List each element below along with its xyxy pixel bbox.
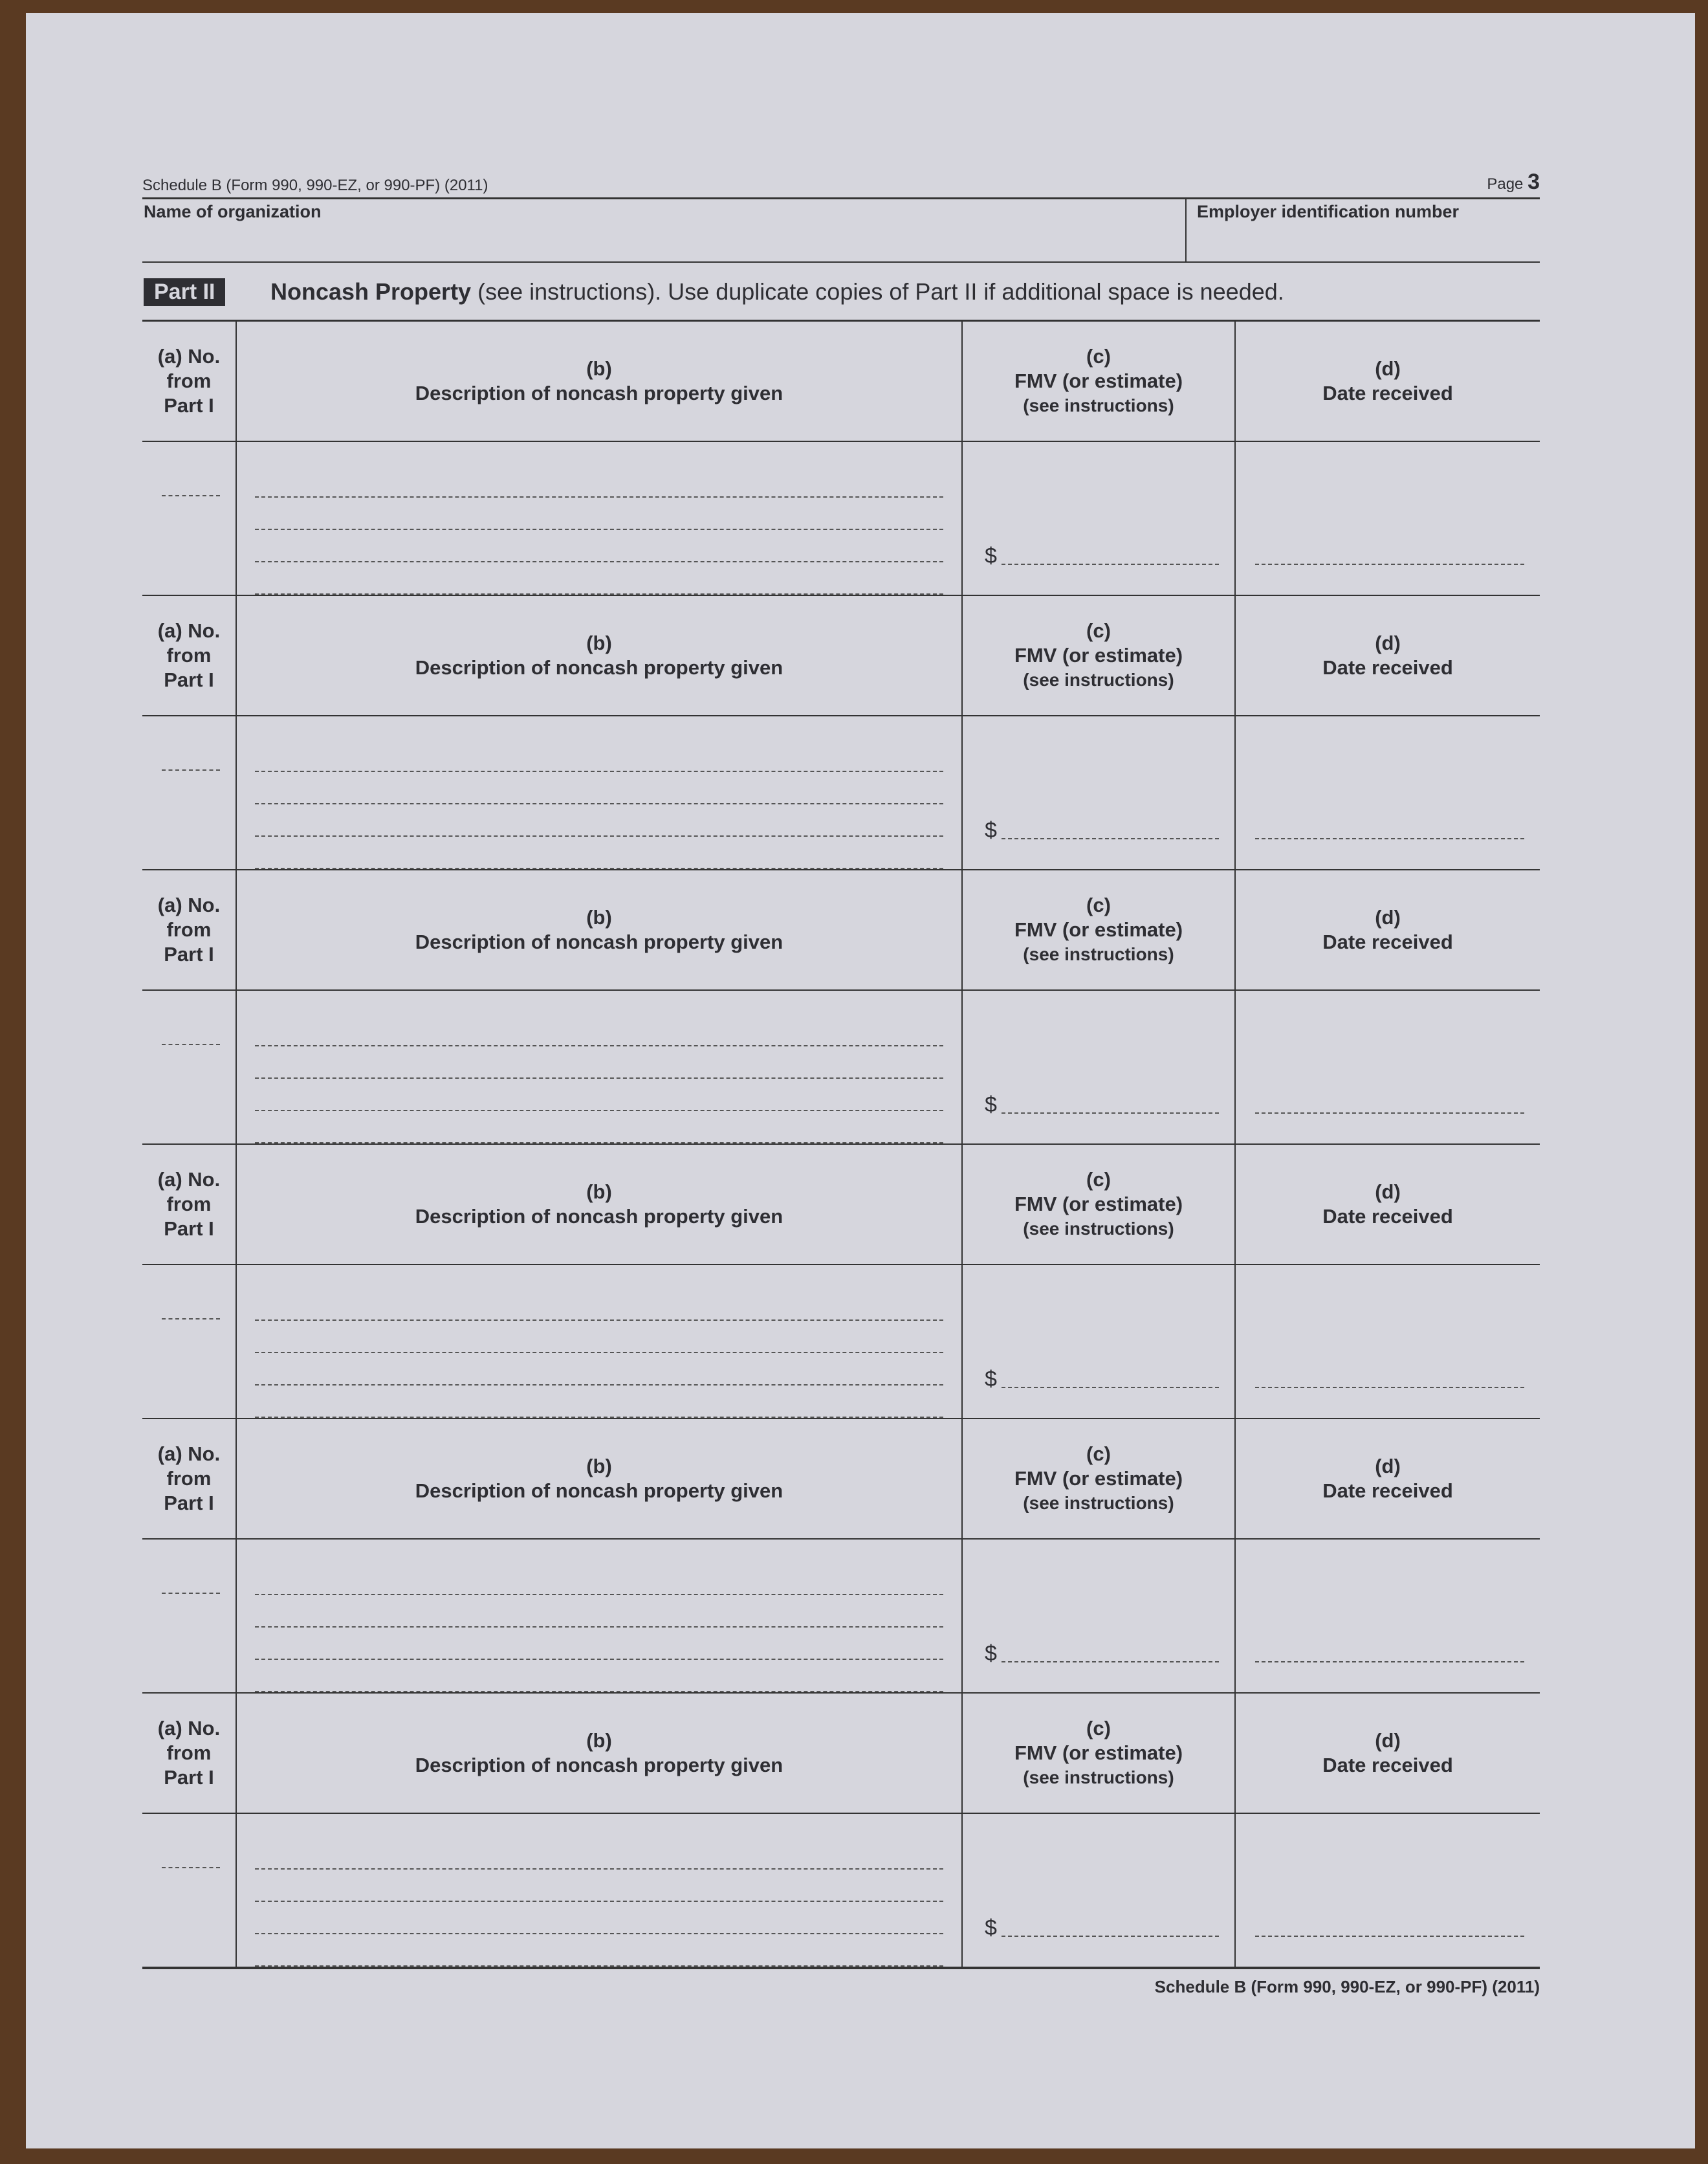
date-cell [1236,1814,1540,1967]
dollar-sign: $ [985,1092,997,1117]
col-c-header-line: (c) [1086,1442,1111,1465]
dollar-sign: $ [985,818,997,843]
description-lines [255,465,943,595]
fmv-field[interactable] [1002,1112,1219,1114]
entry-row [142,1265,1540,1418]
col-d-header-line: Date received [1322,382,1453,404]
entry-row [142,442,1540,595]
col-c-header-line: FMV (or estimate) [1014,1741,1183,1764]
col-d-header-line: (d) [1375,357,1401,380]
part-title-row [142,263,1540,322]
col-c-header-line: (c) [1086,619,1111,642]
col-d-header-line: (d) [1375,1180,1401,1203]
col-b-header [237,1145,963,1264]
col-a-header [142,322,237,441]
col-a-header-line: from [166,1741,212,1764]
part-i-number-field[interactable] [162,1867,220,1868]
col-c-header-line: (see instructions) [1023,1219,1174,1239]
col-a-header [142,870,237,989]
col-c-header-line: (c) [1086,1717,1111,1739]
description-line-field[interactable] [255,1595,943,1628]
org-name-label: Name of organization [144,202,322,221]
schedule-b-form [142,165,1540,1997]
description-lines [255,1288,943,1418]
form-header [142,165,1540,197]
description-line-field[interactable] [255,1321,943,1353]
entry-row [142,716,1540,869]
description-line-field[interactable] [255,562,943,595]
col-a-header-line: (a) No. [157,345,221,368]
entry-row [142,1814,1540,1967]
col-b-header-line: Description of noncash property given [415,931,783,953]
col-c-header-line: FMV (or estimate) [1014,644,1183,667]
description-lines [255,1014,943,1143]
description-line-field[interactable] [255,804,943,837]
fmv-field[interactable] [1002,1936,1219,1937]
date-cell [1236,442,1540,595]
col-b-header-line: (b) [586,357,612,380]
description-line-field[interactable] [255,530,943,562]
property-group [142,870,1540,1145]
col-a-header-line: (a) No. [157,1717,221,1739]
col-b-header-line: Description of noncash property given [415,1205,783,1228]
col-c-header-line: (see instructions) [1023,1767,1174,1787]
part-title-bold: Noncash Property [270,278,472,305]
col-b-header-line: (b) [586,906,612,929]
column-header-row [142,322,1540,442]
col-c-header-line: (see instructions) [1023,395,1174,415]
ein-label: Employer identification number [1197,202,1460,221]
fmv-field[interactable] [1002,564,1219,565]
col-c-header [963,1145,1236,1264]
property-group [142,1145,1540,1419]
description-line-field[interactable] [255,1046,943,1079]
property-group [142,596,1540,870]
part-i-number-cell [142,1265,237,1418]
part-i-number-cell [142,1814,237,1967]
col-b-header [237,322,963,441]
col-d-header [1236,1145,1540,1264]
part-i-number-cell [142,991,237,1143]
col-a-header-line: Part I [164,943,214,966]
dollar-sign: $ [985,544,997,568]
part-badge: Part II [144,278,225,306]
description-line-field[interactable] [255,1353,943,1386]
col-a-header-line: (a) No. [157,1168,221,1191]
col-b-header [237,1419,963,1538]
fmv-cell [963,991,1236,1143]
property-group [142,322,1540,596]
col-a-header-line: Part I [164,394,214,417]
col-b-header-line: (b) [586,1729,612,1752]
col-b-header-line: Description of noncash property given [415,656,783,679]
description-cell [237,1540,963,1692]
col-d-header [1236,322,1540,441]
part-title-rest: (see instructions). Use duplicate copies of Part II if additional space is needed. [471,278,1284,305]
col-a-header-line: Part I [164,1766,214,1789]
col-d-header [1236,1694,1540,1813]
description-line-field[interactable] [255,1288,943,1321]
col-a-header [142,1145,237,1264]
part-i-number-cell [142,442,237,595]
col-a-header-line: from [166,644,212,667]
date-cell [1236,1540,1540,1692]
fmv-field[interactable] [1002,1387,1219,1388]
col-a-header-line: (a) No. [157,619,221,642]
fmv-field[interactable] [1002,838,1219,839]
page-indicator [1487,170,1540,195]
col-c-header [963,1694,1236,1813]
col-c-header-line: FMV (or estimate) [1014,918,1183,941]
col-d-header-line: Date received [1322,656,1453,679]
col-c-header-line: FMV (or estimate) [1014,370,1183,392]
col-d-header-line: (d) [1375,1729,1401,1752]
col-a-header-line: (a) No. [157,894,221,916]
page-number: 3 [1527,170,1540,194]
col-d-header [1236,870,1540,989]
dollar-sign: $ [985,1916,997,1940]
column-header-row [142,1419,1540,1540]
col-b-header-line: (b) [586,632,612,654]
col-c-header [963,870,1236,989]
col-b-header [237,1694,963,1813]
dollar-sign: $ [985,1641,997,1666]
col-d-header-line: Date received [1322,1754,1453,1776]
page-prefix: Page [1487,175,1524,193]
description-lines [255,1563,943,1692]
part-title [270,278,1284,305]
description-line-field[interactable] [255,837,943,869]
col-c-header-line: (c) [1086,1168,1111,1191]
form-footer: Schedule B (Form 990, 990-EZ, or 990-PF) (2011) [1154,1977,1540,1996]
col-a-header-line: from [166,918,212,941]
description-line-field[interactable] [255,465,943,498]
col-a-header-line: Part I [164,1217,214,1240]
col-c-header [963,596,1236,715]
col-b-header-line: (b) [586,1455,612,1477]
col-b-header-line: Description of noncash property given [415,1754,783,1776]
col-c-header-line: FMV (or estimate) [1014,1193,1183,1215]
property-group [142,1419,1540,1694]
part-i-number-cell [142,716,237,869]
date-cell [1236,991,1540,1143]
description-line-field[interactable] [255,740,943,772]
fmv-cell [963,716,1236,869]
col-d-header-line: (d) [1375,632,1401,654]
description-cell [237,991,963,1143]
col-c-header-line: (see instructions) [1023,670,1174,690]
column-header-row [142,1145,1540,1265]
description-line-field[interactable] [255,1563,943,1595]
date-received-field[interactable] [1255,1112,1524,1114]
date-received-field[interactable] [1255,838,1524,839]
col-a-header-line: from [166,1467,212,1490]
col-d-header [1236,596,1540,715]
col-d-header-line: Date received [1322,931,1453,953]
fmv-field[interactable] [1002,1661,1219,1662]
date-received-field[interactable] [1255,1387,1524,1388]
part-i-number-field[interactable] [162,769,220,771]
col-b-header-line: Description of noncash property given [415,382,783,404]
col-c-header-line: (c) [1086,345,1111,368]
column-header-row [142,870,1540,991]
col-a-header-line: Part I [164,1492,214,1514]
col-b-header-line: (b) [586,1180,612,1203]
part-i-number-field[interactable] [162,1044,220,1045]
col-a-header [142,1694,237,1813]
description-cell [237,442,963,595]
description-cell [237,1265,963,1418]
col-c-header-line: (see instructions) [1023,944,1174,964]
description-cell [237,1814,963,1967]
entry-row [142,1540,1540,1692]
col-d-header-line: (d) [1375,906,1401,929]
property-groups [142,322,1540,1969]
ein-field[interactable] [1185,199,1540,261]
column-header-row [142,596,1540,716]
col-c-header [963,322,1236,441]
col-a-header-line: Part I [164,668,214,691]
description-line-field[interactable] [255,1628,943,1660]
description-line-field[interactable] [255,1014,943,1046]
part-i-number-field[interactable] [162,495,220,496]
fmv-cell [963,1540,1236,1692]
description-line-field[interactable] [255,1837,943,1870]
col-c-header-line: (see instructions) [1023,1493,1174,1513]
description-line-field[interactable] [255,1111,943,1143]
description-line-field[interactable] [255,1902,943,1934]
description-line-field[interactable] [255,772,943,804]
fmv-cell [963,1265,1236,1418]
description-lines [255,1837,943,1967]
col-b-header [237,596,963,715]
col-d-header-line: (d) [1375,1455,1401,1477]
col-a-header [142,596,237,715]
fmv-cell [963,1814,1236,1967]
description-line-field[interactable] [255,1934,943,1967]
col-c-header-line: (c) [1086,894,1111,916]
col-d-header-line: Date received [1322,1205,1453,1228]
col-c-header [963,1419,1236,1538]
column-header-row [142,1694,1540,1814]
col-c-header-line: FMV (or estimate) [1014,1467,1183,1490]
date-received-field[interactable] [1255,564,1524,565]
form-id: Schedule B (Form 990, 990-EZ, or 990-PF) (2011) [142,177,488,194]
col-a-header [142,1419,237,1538]
col-d-header-line: Date received [1322,1479,1453,1502]
property-group [142,1694,1540,1969]
fmv-cell [963,442,1236,595]
col-b-header [237,870,963,989]
dollar-sign: $ [985,1367,997,1391]
col-a-header-line: (a) No. [157,1442,221,1465]
org-name-row [142,197,1540,263]
description-lines [255,740,943,869]
entry-row [142,991,1540,1143]
col-b-header-line: Description of noncash property given [415,1479,783,1502]
description-cell [237,716,963,869]
description-line-field[interactable] [255,1870,943,1902]
col-a-header-line: from [166,370,212,392]
part-i-number-cell [142,1540,237,1692]
col-d-header [1236,1419,1540,1538]
description-line-field[interactable] [255,498,943,530]
date-cell [1236,716,1540,869]
part-i-number-field[interactable] [162,1318,220,1319]
date-received-field[interactable] [1255,1661,1524,1662]
date-received-field[interactable] [1255,1936,1524,1937]
description-line-field[interactable] [255,1386,943,1418]
part-i-number-field[interactable] [162,1593,220,1594]
date-cell [1236,1265,1540,1418]
description-line-field[interactable] [255,1660,943,1692]
col-a-header-line: from [166,1193,212,1215]
paper-sheet [26,13,1695,2148]
description-line-field[interactable] [255,1079,943,1111]
